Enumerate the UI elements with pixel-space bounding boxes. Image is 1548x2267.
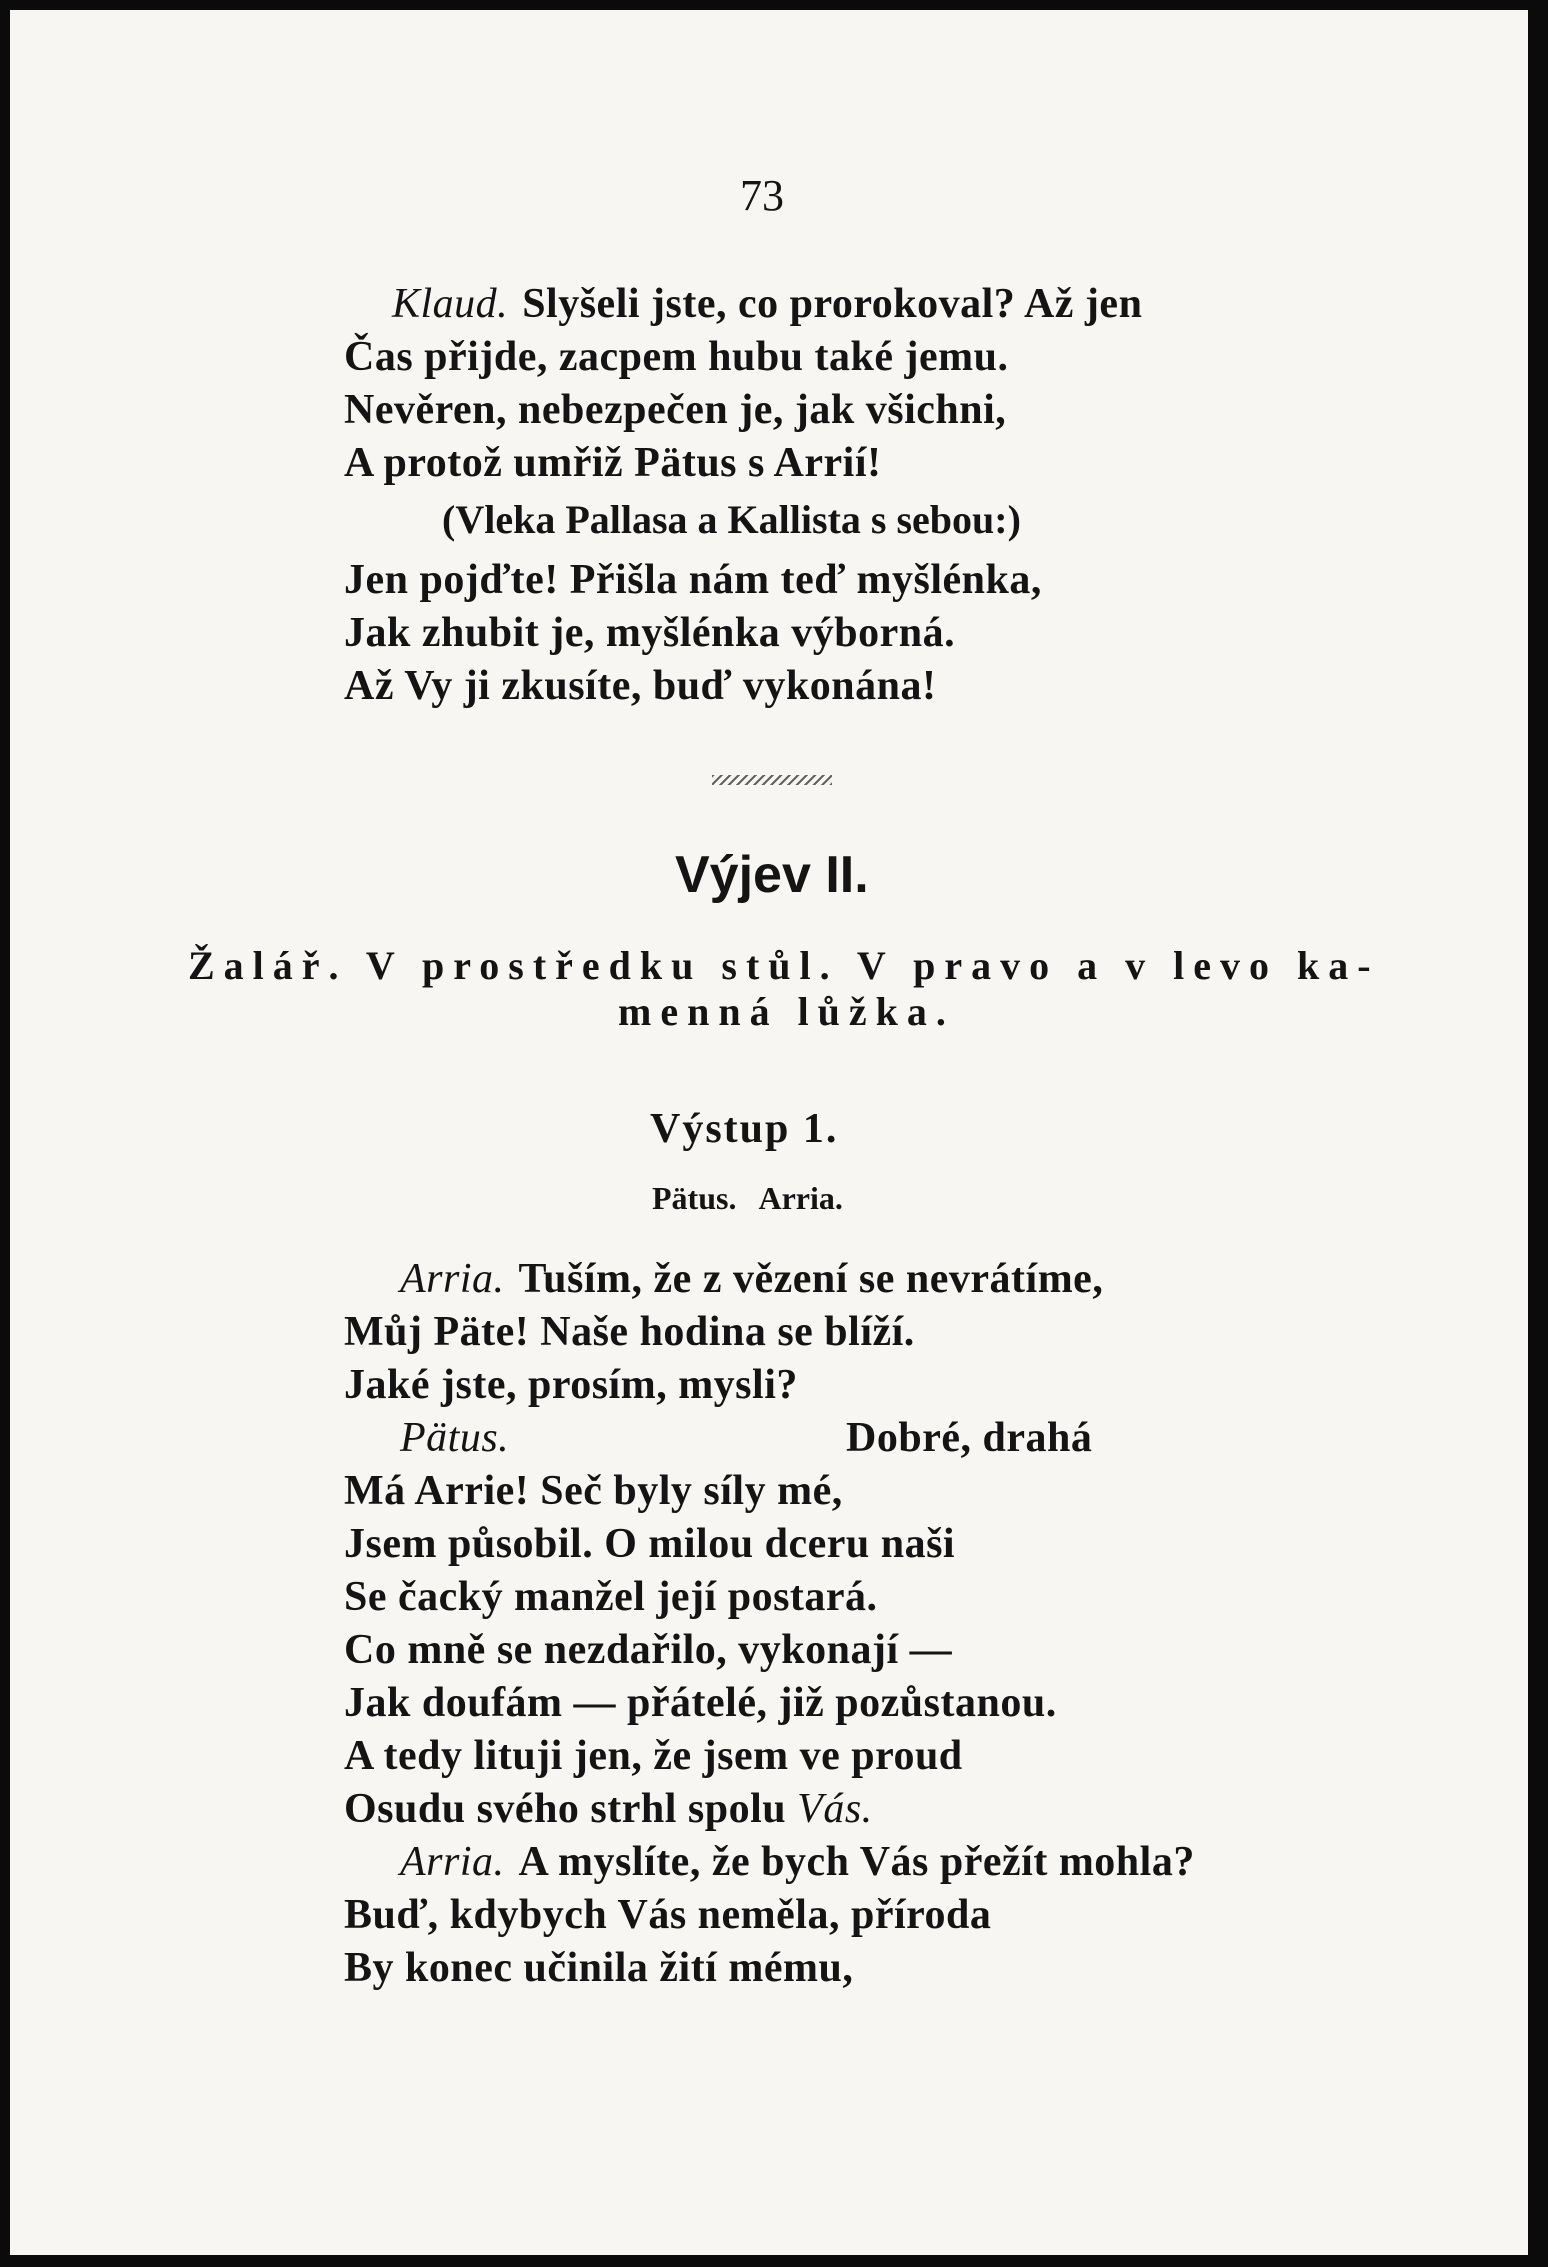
verse-line: Co mně se nezdařilo, vykonají — xyxy=(344,1627,953,1673)
section-divider xyxy=(712,775,832,785)
verse-line xyxy=(400,1255,1103,1303)
verse-text: Slyšeli jste, co prorokoval? Až jen xyxy=(522,281,1143,327)
verse-line: Buď, kdybych Vás neměla, příroda xyxy=(344,1892,992,1938)
verse-line: Jaké jste, prosím, mysli? xyxy=(344,1362,798,1408)
speaker-name: Arria. xyxy=(400,1839,505,1885)
speaker-name: Arria. xyxy=(400,1256,505,1302)
verse-text: Tuším, že z vězení se nevrátíme, xyxy=(518,1256,1104,1302)
speaker-name: Klaud. xyxy=(392,281,509,327)
verse-line: Jen pojďte! Přišla nám teď myšlénka, xyxy=(344,557,1042,603)
stage-direction: (Vleka Pallasa a Kallista s sebou:) xyxy=(442,497,1021,542)
verse-line: By konec učinila žití mému, xyxy=(344,1945,854,1991)
character-list xyxy=(652,1180,865,1217)
verse-text: A myslíte, že bych Vás přežít mohla? xyxy=(518,1839,1195,1885)
verse-line: Se čacký manžel její postará. xyxy=(344,1574,878,1620)
emphasized-word: Vás. xyxy=(797,1786,873,1832)
verse-line-continued: Dobré, drahá xyxy=(846,1415,1093,1461)
speaker-name: Pätus. xyxy=(400,1415,510,1461)
verse-line: Jak doufám — přátelé, již pozůstanou. xyxy=(344,1680,1057,1726)
verse-line: Čas přijde, zacpem hubu také jemu. xyxy=(344,334,1009,380)
verse-line: Nevěren, nebezpečen je, jak všichni, xyxy=(344,387,1007,433)
verse-line xyxy=(400,1414,523,1462)
character-name: Arria. xyxy=(758,1180,843,1216)
verse-line: A tedy lituji jen, že jsem ve proud xyxy=(344,1733,963,1779)
verse-line: Můj Päte! Naše hodina se blíží. xyxy=(344,1309,915,1355)
page-number: 73 xyxy=(740,171,784,220)
verse-text: Osudu svého strhl spolu xyxy=(344,1786,787,1832)
verse-line xyxy=(392,280,1142,328)
character-name: Pätus. xyxy=(652,1180,737,1216)
verse-line: Až Vy ji zkusíte, buď vykonána! xyxy=(344,663,937,709)
setting-description: Žalář. V prostředku stůl. V pravo a v levo ka- xyxy=(188,943,1380,988)
book-page xyxy=(10,10,1528,2255)
verse-line: Jsem působil. O milou dceru naši xyxy=(344,1521,956,1567)
setting-description-continued: menná lůžka. xyxy=(618,989,955,1034)
entrance-title: Výstup 1. xyxy=(650,1106,839,1152)
scene-title: Výjev II. xyxy=(675,846,869,904)
verse-line: A protož umřiž Pätus s Arrií! xyxy=(344,440,882,486)
verse-line xyxy=(344,1785,873,1833)
verse-line xyxy=(400,1838,1195,1886)
verse-line: Má Arrie! Seč byly síly mé, xyxy=(344,1468,843,1514)
verse-line: Jak zhubit je, myšlénka výborná. xyxy=(344,610,956,656)
